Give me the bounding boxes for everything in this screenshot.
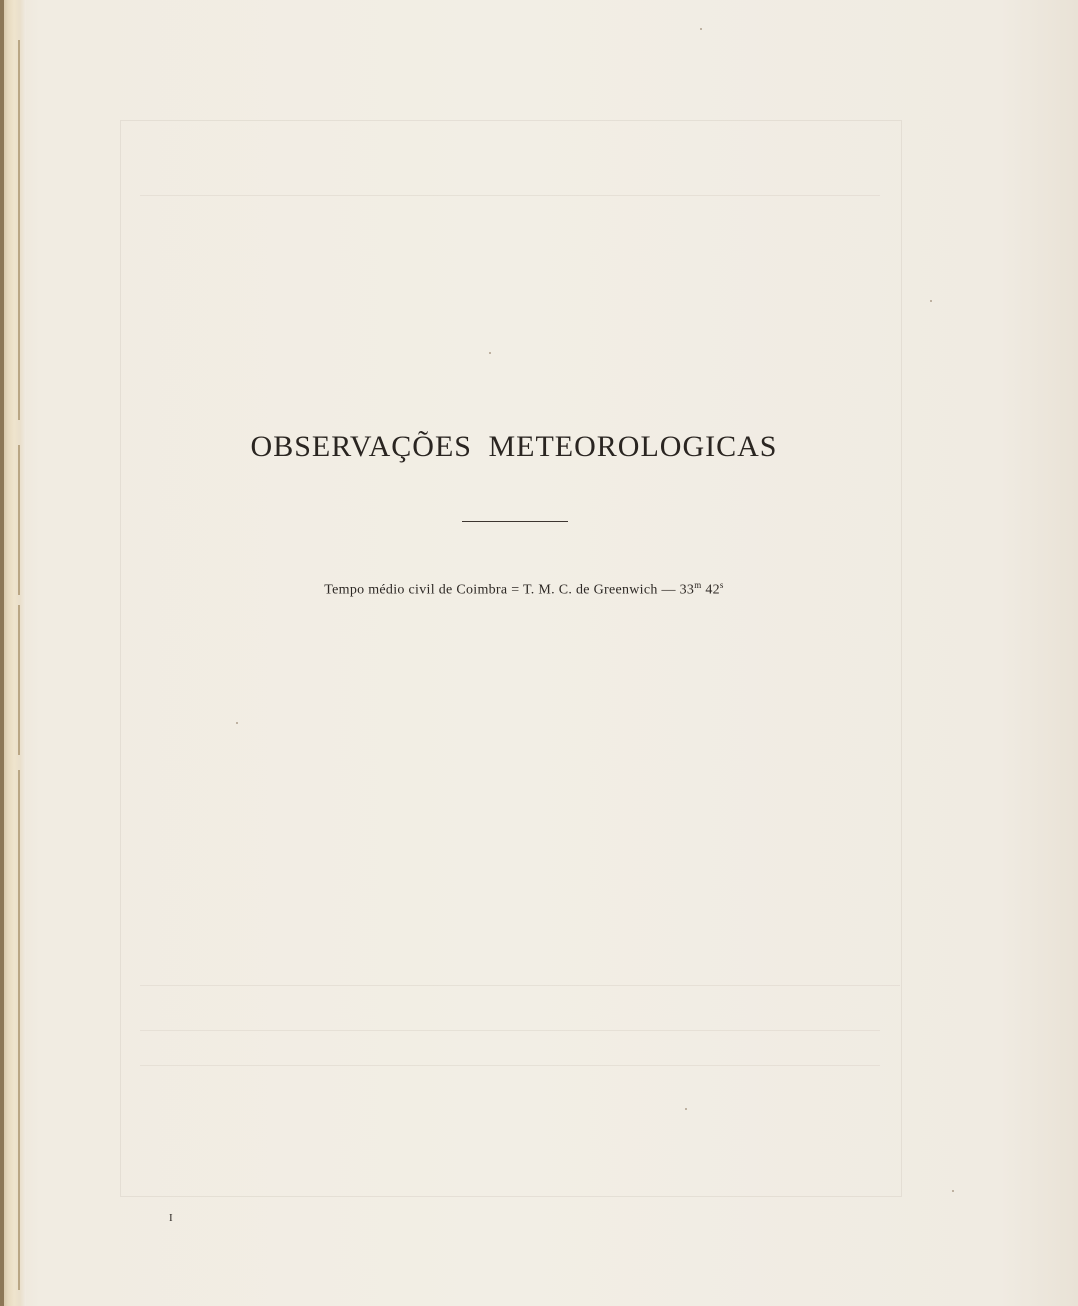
show-through-line bbox=[140, 1065, 880, 1066]
title-rule bbox=[462, 521, 568, 522]
paper-speck bbox=[489, 352, 491, 354]
paper-speck bbox=[236, 722, 238, 724]
show-through-line bbox=[140, 985, 900, 986]
page-number: I bbox=[169, 1212, 173, 1224]
seconds-unit: s bbox=[719, 580, 724, 590]
show-through-line bbox=[140, 195, 880, 196]
spine-crease bbox=[18, 605, 20, 755]
book-spine bbox=[0, 0, 26, 1306]
spine-crease bbox=[18, 40, 20, 420]
paper-speck bbox=[700, 28, 702, 30]
minutes-unit: m bbox=[694, 580, 702, 590]
paper-speck bbox=[685, 1108, 687, 1110]
spine-crease bbox=[18, 445, 20, 595]
page-title: OBSERVAÇÕES METEOROLOGICAS bbox=[250, 430, 778, 463]
show-through-line bbox=[140, 1030, 880, 1031]
paper-speck bbox=[952, 1190, 954, 1192]
time-reference-text: Tempo médio civil de Coimbra = T. M. C. de Greenwich — 33 bbox=[324, 582, 695, 598]
spine-crease bbox=[18, 770, 20, 1290]
show-through-table-frame bbox=[120, 120, 902, 1197]
time-reference-note bbox=[0, 580, 1048, 599]
spine-edge bbox=[0, 0, 4, 1306]
paper-speck bbox=[930, 300, 932, 302]
seconds-value: 42 bbox=[705, 582, 720, 598]
